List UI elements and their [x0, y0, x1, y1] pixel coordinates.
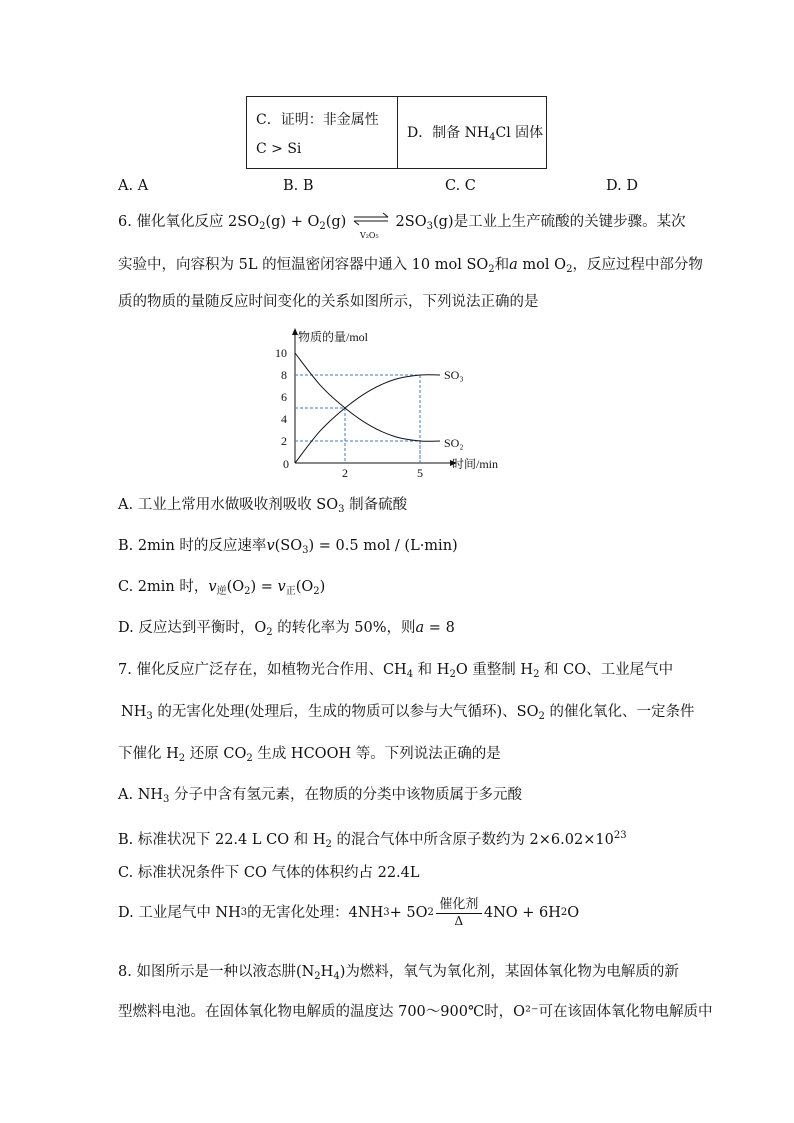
y-tick-label: 6 [281, 390, 287, 404]
variable-a: a [509, 257, 518, 273]
opt-text: D. 工业尾气中 NH [118, 904, 241, 921]
sub: 2 [427, 906, 434, 918]
q7-line3 [118, 745, 501, 768]
q6-line3: 质的物质的量随反应时间变化的关系如图所示，下列说法正确的是 [118, 294, 539, 310]
q8-text: )为燃料，氧气为氧化剂，某固体氧化物为电解质的新 [339, 964, 679, 980]
opt-text: O [567, 904, 580, 921]
q6-text: (g) [325, 214, 347, 230]
opt-text: ) = [250, 579, 278, 595]
q6-text: 2SO [390, 214, 427, 230]
option-table [246, 96, 547, 169]
opt-text: 制备硫酸 [344, 497, 408, 513]
option-d-suffix: Cl 固体 [495, 125, 544, 141]
rate-v: v [277, 579, 286, 595]
sub: 3 [426, 221, 433, 232]
x-tick-label: 2 [342, 466, 348, 478]
sub: 2 [533, 669, 540, 680]
mole-time-chart [265, 318, 525, 478]
sub: 2 [178, 753, 186, 764]
exponent: 23 [613, 830, 627, 841]
reaction-condition [436, 897, 482, 928]
q8-line1 [118, 963, 679, 986]
opt-text: ) = 0.5 mol / (L·min) [308, 538, 458, 554]
sub: 2 [259, 221, 266, 232]
q7-text: O 重整制 H [455, 662, 534, 678]
answer-b: B. B [283, 178, 314, 194]
series-line-so3 [295, 375, 440, 463]
series-label-so3: SO₃ [444, 368, 464, 382]
q7-option-c: C. 标准状况条件下 CO 气体的体积约占 22.4L [118, 865, 420, 881]
y-tick-label: 2 [281, 434, 287, 448]
q7-text: 的催化氧化、一定条件 [544, 704, 695, 720]
q6-text: 实验中，向容积为 5L 的恒温密闭容器中通入 10 mol SO [118, 257, 489, 273]
q7-text: 的无害化处理(处理后，生成的物质可以参与大气循环)、SO [152, 704, 539, 720]
q7-text: 下催化 H [118, 746, 179, 762]
opt-text: (O [295, 579, 314, 595]
origin-label: 0 [283, 457, 289, 471]
opt-text: 的无害化处理：4NH [247, 904, 384, 921]
opt-text: 分子中含有氢元素，在物质的分类中该物质属于多元酸 [169, 787, 523, 803]
sub: 2 [488, 264, 495, 275]
series-line-so2 [295, 353, 440, 441]
opt-text: (O [226, 579, 245, 595]
opt-text: 的转化率为 50%，则 [272, 620, 416, 636]
option-d-prefix: D．制备 NH [407, 125, 490, 141]
q7-text: 生成 HCOOH 等。下列说法正确的是 [252, 746, 501, 762]
q7-option-d [118, 897, 579, 928]
q8-text: 8. 如图所示是一种以液态肼(N [118, 964, 315, 980]
opt-text: = 8 [424, 620, 455, 636]
q7-text: 和 CO、工业尾气中 [539, 662, 674, 678]
rate-v: v [208, 579, 217, 595]
sub: 3 [163, 794, 170, 805]
option-d-sub: 4 [489, 132, 496, 143]
sub: 3 [302, 545, 309, 556]
sub: 3 [338, 504, 345, 515]
y-tick-label: 10 [275, 346, 287, 360]
opt-text: B. 2min 时的反应速率 [118, 538, 267, 554]
q6-option-a [118, 496, 407, 519]
q6-text: (g) + O [265, 214, 320, 230]
sub: 2 [246, 753, 253, 764]
opt-text: A. NH [118, 787, 164, 803]
q6-option-b [118, 537, 458, 560]
sub: 2 [560, 906, 568, 918]
answer-a: A. A [118, 178, 149, 194]
q6-line2 [118, 256, 703, 279]
catalyst-label: V₂O₅ [359, 231, 379, 240]
heat-symbol: Δ [454, 914, 464, 928]
q6-text: ，反应过程中部分物 [572, 257, 703, 273]
opt-text: A. 工业上常用水做吸收剂吸收 SO [118, 497, 339, 513]
opt-text: D. 反应达到平衡时，O [118, 620, 267, 636]
variable-a: a [415, 620, 425, 636]
sub: 2 [319, 221, 326, 232]
sub: 2 [449, 669, 456, 680]
q6-option-d [118, 619, 455, 642]
answer-d: D. D [606, 178, 638, 194]
q6-line1 [118, 213, 686, 240]
q7-text: NH [121, 704, 147, 720]
sub-forward: 正 [285, 586, 296, 597]
q8-line2: 型燃料电池。在固体氧化物电解质的温度达 700～900℃时，O²⁻可在该固体氧化物电解质中 [118, 1004, 713, 1020]
opt-text: (SO [274, 538, 303, 554]
option-d-cell [398, 97, 547, 169]
sub: 2 [313, 586, 320, 597]
y-tick-label: 4 [281, 412, 287, 426]
sub: 3 [146, 711, 153, 722]
sub: 2 [244, 586, 251, 597]
sub: 2 [566, 264, 573, 275]
q7-text: 7. 催化反应广泛存在，如植物光合作用、CH [118, 662, 407, 678]
q8-text: H [320, 964, 334, 980]
sub: 3 [240, 906, 248, 918]
x-axis-label: 时间/min [452, 457, 499, 471]
y-tick-label: 8 [281, 368, 287, 382]
equilibrium-arrow [351, 213, 391, 240]
opt-text: ) [319, 579, 326, 595]
answer-c: C. C [445, 178, 476, 194]
option-c-line1: C．证明：非金属性 [256, 111, 379, 128]
q6-text: 6. 催化氧化反应 2SO [118, 214, 260, 230]
q6-text: (g)是工业上生产硫酸的关键步骤。某次 [432, 214, 686, 230]
q7-line2 [121, 703, 694, 726]
x-tick-label: 5 [417, 466, 423, 478]
sub-reverse: 逆 [216, 586, 227, 597]
y-axis-label: 物质的量/mol [298, 330, 369, 344]
opt-text: B. 标准状况下 22.4 L CO 和 H [118, 831, 326, 848]
opt-text: C. 2min 时， [118, 579, 209, 595]
sub: 2 [325, 838, 332, 850]
option-c-cell [247, 97, 398, 169]
q6-option-c [118, 578, 325, 601]
q7-option-b [118, 827, 627, 854]
q7-option-a [118, 786, 522, 809]
rate-v: v [266, 538, 275, 554]
opt-text: 4NO + 6H [483, 904, 561, 921]
series-label-so2: SO₂ [444, 436, 464, 450]
sub: 4 [333, 971, 340, 982]
sub: 2 [266, 627, 273, 638]
catalyst-text: 催化剂 [439, 897, 479, 912]
q7-text: 和 H [413, 662, 450, 678]
opt-text: + 5O [389, 904, 428, 921]
sub: 3 [383, 906, 390, 918]
opt-text: 的混合气体中所含原子数约为 2×6.02×10 [331, 831, 614, 848]
sub: 2 [538, 711, 545, 722]
sub: 4 [406, 669, 414, 680]
q7-text: 还原 CO [185, 746, 247, 762]
option-c-line2: C > Si [256, 140, 302, 157]
q7-line1 [118, 661, 673, 684]
q6-text: mol O [517, 257, 567, 273]
q6-text: 和 [494, 257, 510, 273]
sub: 2 [314, 971, 321, 982]
